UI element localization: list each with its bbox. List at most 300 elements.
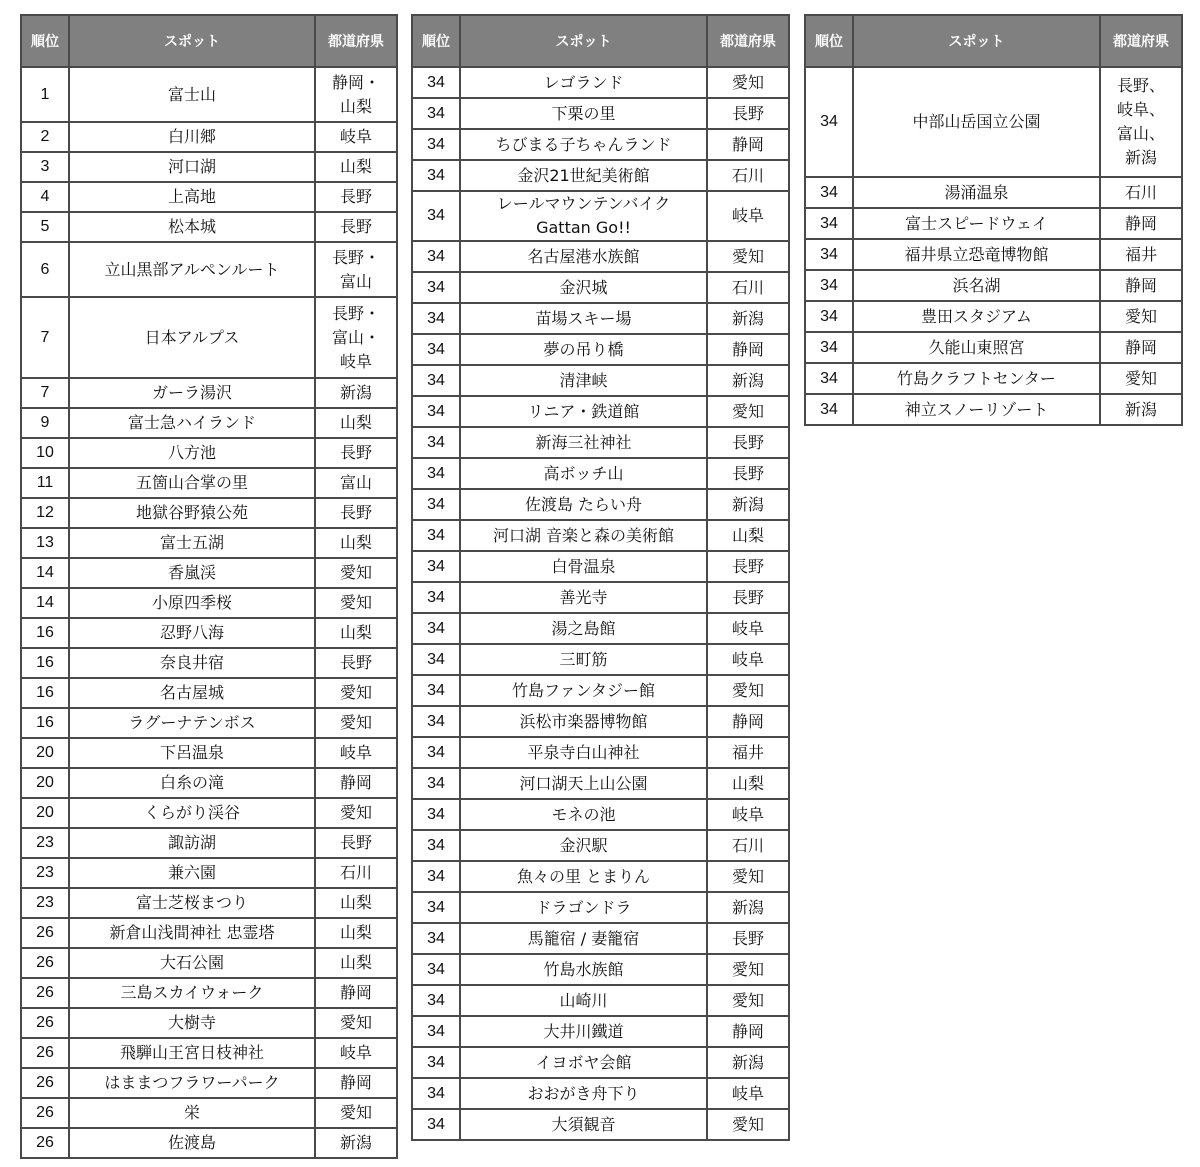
prefecture-cell: 長野 [707, 98, 789, 129]
spot-cell: ドラゴンドラ [460, 892, 707, 923]
spot-cell: 竹島水族館 [460, 954, 707, 985]
rank-cell: 34 [805, 301, 853, 332]
spot-cell: 名古屋港水族館 [460, 241, 707, 272]
rank-cell: 16 [21, 678, 69, 708]
table-row [412, 799, 789, 830]
prefecture-cell: 静岡 [315, 978, 397, 1008]
prefecture-cell: 岐阜 [707, 1078, 789, 1109]
table-row [21, 378, 397, 408]
rank-cell: 34 [805, 363, 853, 394]
spot-cell: 諏訪湖 [69, 828, 315, 858]
rank-cell: 34 [805, 67, 853, 177]
rank-cell: 26 [21, 1038, 69, 1068]
rank-cell: 7 [21, 378, 69, 408]
spot-cell: 富士スピードウェイ [853, 208, 1100, 239]
table-row [412, 520, 789, 551]
prefecture-cell: 静岡 [1100, 208, 1182, 239]
table-row [805, 177, 1182, 208]
spot-cell: 白骨温泉 [460, 551, 707, 582]
rank-cell: 3 [21, 152, 69, 182]
prefecture-cell: 静岡 [707, 1016, 789, 1047]
rank-cell: 23 [21, 888, 69, 918]
table-row [21, 678, 397, 708]
spot-cell: 平泉寺白山神社 [460, 737, 707, 768]
prefecture-cell: 愛知 [707, 954, 789, 985]
table-row [805, 270, 1182, 301]
spot-cell: 浜名湖 [853, 270, 1100, 301]
table-row [21, 182, 397, 212]
prefecture-cell: 愛知 [315, 558, 397, 588]
rank-cell: 9 [21, 408, 69, 438]
table-row [21, 768, 397, 798]
prefecture-cell: 山梨 [315, 408, 397, 438]
prefecture-cell: 岐阜 [315, 122, 397, 152]
prefecture-cell: 静岡 [707, 706, 789, 737]
table-row [412, 1109, 789, 1140]
rank-cell: 7 [21, 297, 69, 378]
prefecture-cell: 愛知 [707, 67, 789, 98]
prefecture-cell: 静岡 [1100, 332, 1182, 363]
prefecture-cell: 愛知 [707, 396, 789, 427]
rank-cell: 34 [412, 1047, 460, 1078]
spot-cell: 福井県立恐竜博物館 [853, 239, 1100, 270]
rank-cell: 20 [21, 768, 69, 798]
rank-cell: 34 [412, 861, 460, 892]
prefecture-cell: 新潟 [315, 378, 397, 408]
spot-cell: 河口湖 [69, 152, 315, 182]
table-header-row [805, 15, 1182, 67]
spot-cell: モネの池 [460, 799, 707, 830]
table-row [805, 208, 1182, 239]
rank-cell: 34 [412, 830, 460, 861]
rank-cell: 34 [412, 954, 460, 985]
table-row [805, 363, 1182, 394]
prefecture-cell: 愛知 [707, 675, 789, 706]
rank-cell: 34 [412, 985, 460, 1016]
spot-cell: 奈良井宿 [69, 648, 315, 678]
spot-cell: 山崎川 [460, 985, 707, 1016]
spot-cell: 富士芝桜まつり [69, 888, 315, 918]
table-row [21, 498, 397, 528]
spot-cell: 善光寺 [460, 582, 707, 613]
spot-cell: 富士五湖 [69, 528, 315, 558]
rank-cell: 34 [412, 458, 460, 489]
table-row [805, 332, 1182, 363]
table-row [21, 152, 397, 182]
rank-cell: 34 [412, 923, 460, 954]
table-row [412, 892, 789, 923]
header-spot: スポット [853, 15, 1100, 67]
table-row [412, 582, 789, 613]
header-rank: 順位 [412, 15, 460, 67]
prefecture-cell: 長野・ 富山 [315, 242, 397, 297]
rank-cell: 16 [21, 708, 69, 738]
table-row [412, 98, 789, 129]
spot-cell: 富士山 [69, 67, 315, 122]
prefecture-cell: 静岡・ 山梨 [315, 67, 397, 122]
rank-cell: 34 [412, 768, 460, 799]
prefecture-cell: 新潟 [707, 1047, 789, 1078]
prefecture-cell: 長野 [315, 498, 397, 528]
rank-cell: 34 [412, 520, 460, 551]
rank-cell: 34 [412, 98, 460, 129]
prefecture-cell: 静岡 [315, 768, 397, 798]
rank-cell: 34 [805, 177, 853, 208]
prefecture-cell: 愛知 [1100, 363, 1182, 394]
rank-cell: 23 [21, 828, 69, 858]
prefecture-cell: 新潟 [1100, 394, 1182, 425]
spot-cell: 下呂温泉 [69, 738, 315, 768]
rank-cell: 34 [412, 334, 460, 365]
spot-cell: リニア・鉄道館 [460, 396, 707, 427]
table-row [21, 828, 397, 858]
rank-cell: 12 [21, 498, 69, 528]
rank-cell: 34 [412, 67, 460, 98]
spot-cell: 佐渡島 たらい舟 [460, 489, 707, 520]
spot-cell: 香嵐渓 [69, 558, 315, 588]
rank-cell: 26 [21, 948, 69, 978]
table-row [412, 644, 789, 675]
prefecture-cell: 山梨 [315, 918, 397, 948]
spot-cell: 久能山東照宮 [853, 332, 1100, 363]
spot-cell: くらがり渓谷 [69, 798, 315, 828]
prefecture-cell: 長野 [315, 438, 397, 468]
rank-cell: 34 [412, 427, 460, 458]
spot-cell: 三島スカイウォーク [69, 978, 315, 1008]
spot-cell: 飛騨山王宮日枝神社 [69, 1038, 315, 1068]
header-rank: 順位 [805, 15, 853, 67]
spot-cell: ちびまる子ちゃんランド [460, 129, 707, 160]
prefecture-cell: 静岡 [707, 334, 789, 365]
spot-cell: 地獄谷野猿公苑 [69, 498, 315, 528]
table-row [805, 301, 1182, 332]
table-row [412, 923, 789, 954]
prefecture-cell: 愛知 [707, 1109, 789, 1140]
prefecture-cell: 新潟 [707, 892, 789, 923]
header-rank: 順位 [21, 15, 69, 67]
spot-cell: 清津峡 [460, 365, 707, 396]
table-row [412, 427, 789, 458]
table-row [21, 798, 397, 828]
table-row [805, 394, 1182, 425]
rank-cell: 20 [21, 738, 69, 768]
prefecture-cell: 静岡 [315, 1068, 397, 1098]
table-row [412, 396, 789, 427]
table-row [805, 239, 1182, 270]
prefecture-cell: 愛知 [1100, 301, 1182, 332]
prefecture-cell: 新潟 [707, 303, 789, 334]
prefecture-cell: 岐阜 [315, 1038, 397, 1068]
ranking-table-1 [20, 14, 398, 1159]
table-row [21, 948, 397, 978]
table-row [21, 648, 397, 678]
table-row [412, 613, 789, 644]
table-row [412, 1078, 789, 1109]
spot-cell: 三町筋 [460, 644, 707, 675]
table-row [21, 558, 397, 588]
rank-cell: 34 [805, 394, 853, 425]
table-row [412, 272, 789, 303]
spot-cell: 白糸の滝 [69, 768, 315, 798]
spot-cell: 大須観音 [460, 1109, 707, 1140]
table-row [412, 191, 789, 241]
spot-cell: 忍野八海 [69, 618, 315, 648]
ranking-table-3 [804, 14, 1183, 426]
rank-cell: 34 [412, 191, 460, 241]
spot-cell: レゴランド [460, 67, 707, 98]
prefecture-cell: 静岡 [1100, 270, 1182, 301]
prefecture-cell: 山梨 [315, 528, 397, 558]
rank-cell: 34 [412, 396, 460, 427]
rank-cell: 34 [412, 551, 460, 582]
table-row [21, 888, 397, 918]
rank-cell: 34 [412, 160, 460, 191]
table-row [21, 468, 397, 498]
table-row [21, 1098, 397, 1128]
rank-cell: 34 [412, 1078, 460, 1109]
prefecture-cell: 新潟 [315, 1128, 397, 1158]
prefecture-cell: 山梨 [315, 152, 397, 182]
spot-cell: 湯之島館 [460, 613, 707, 644]
spot-cell: 富士急ハイランド [69, 408, 315, 438]
prefecture-cell: 山梨 [315, 948, 397, 978]
rank-cell: 34 [412, 675, 460, 706]
spot-cell: 夢の吊り橋 [460, 334, 707, 365]
table-row [21, 738, 397, 768]
table-row [805, 67, 1182, 177]
rank-cell: 16 [21, 618, 69, 648]
table-row [412, 1016, 789, 1047]
table-row [21, 408, 397, 438]
spot-cell: 佐渡島 [69, 1128, 315, 1158]
table-row [21, 528, 397, 558]
table-row [412, 241, 789, 272]
table-row [412, 1047, 789, 1078]
prefecture-cell: 長野、 岐阜、 富山、 新潟 [1100, 67, 1182, 177]
rank-cell: 34 [805, 332, 853, 363]
rank-cell: 26 [21, 1098, 69, 1128]
spot-cell: 中部山岳国立公園 [853, 67, 1100, 177]
prefecture-cell: 新潟 [707, 489, 789, 520]
prefecture-cell: 石川 [315, 858, 397, 888]
rank-cell: 34 [805, 239, 853, 270]
rank-cell: 34 [412, 489, 460, 520]
rank-cell: 34 [412, 241, 460, 272]
prefecture-cell: 岐阜 [707, 613, 789, 644]
spot-cell: 豊田スタジアム [853, 301, 1100, 332]
rank-cell: 10 [21, 438, 69, 468]
spot-cell: 湯涌温泉 [853, 177, 1100, 208]
ranking-table-2 [411, 14, 790, 1141]
rank-cell: 34 [412, 303, 460, 334]
table-row [412, 675, 789, 706]
rank-cell: 2 [21, 122, 69, 152]
table-row [21, 67, 397, 122]
prefecture-cell: 愛知 [315, 708, 397, 738]
table-row [412, 129, 789, 160]
spot-cell: 浜松市楽器博物館 [460, 706, 707, 737]
spot-cell: 大樹寺 [69, 1008, 315, 1038]
rank-cell: 5 [21, 212, 69, 242]
table-row [21, 588, 397, 618]
spot-cell: 河口湖 音楽と森の美術館 [460, 520, 707, 551]
rank-cell: 26 [21, 1128, 69, 1158]
table-row [412, 737, 789, 768]
spot-cell: 金沢21世紀美術館 [460, 160, 707, 191]
spot-cell: 神立スノーリゾート [853, 394, 1100, 425]
rank-cell: 14 [21, 588, 69, 618]
table-row [412, 303, 789, 334]
rank-cell: 26 [21, 978, 69, 1008]
prefecture-cell: 愛知 [315, 588, 397, 618]
spot-cell: 魚々の里 とまりん [460, 861, 707, 892]
spot-cell: 立山黒部アルペンルート [69, 242, 315, 297]
rank-cell: 34 [412, 737, 460, 768]
spot-cell: 大井川鐵道 [460, 1016, 707, 1047]
spot-cell: 新倉山浅間神社 忠霊塔 [69, 918, 315, 948]
spot-cell: 名古屋城 [69, 678, 315, 708]
table-row [21, 297, 397, 378]
table-row [21, 918, 397, 948]
table-row [21, 708, 397, 738]
prefecture-cell: 愛知 [315, 678, 397, 708]
rank-cell: 6 [21, 242, 69, 297]
table-row [412, 67, 789, 98]
table-row [21, 978, 397, 1008]
table-row [21, 242, 397, 297]
prefecture-cell: 長野 [315, 212, 397, 242]
spot-cell: 苗場スキー場 [460, 303, 707, 334]
table-row [21, 122, 397, 152]
table-row [21, 858, 397, 888]
prefecture-cell: 岐阜 [707, 644, 789, 675]
table-header-row [21, 15, 397, 67]
table-row [21, 1038, 397, 1068]
spot-cell: イヨボヤ会館 [460, 1047, 707, 1078]
spot-cell: 白川郷 [69, 122, 315, 152]
header-spot: スポット [69, 15, 315, 67]
rank-cell: 4 [21, 182, 69, 212]
spot-cell: 高ボッチ山 [460, 458, 707, 489]
rank-cell: 34 [412, 613, 460, 644]
rank-cell: 23 [21, 858, 69, 888]
header-prefecture: 都道府県 [707, 15, 789, 67]
rank-cell: 34 [412, 1109, 460, 1140]
header-prefecture: 都道府県 [1100, 15, 1182, 67]
prefecture-cell: 福井 [1100, 239, 1182, 270]
table-row [412, 954, 789, 985]
prefecture-cell: 山梨 [315, 888, 397, 918]
prefecture-cell: 石川 [707, 272, 789, 303]
prefecture-cell: 岐阜 [707, 191, 789, 241]
table-row [412, 830, 789, 861]
rank-cell: 34 [805, 208, 853, 239]
prefecture-cell: 新潟 [707, 365, 789, 396]
prefecture-cell: 岐阜 [707, 799, 789, 830]
rank-cell: 16 [21, 648, 69, 678]
table-row [21, 1068, 397, 1098]
prefecture-cell: 長野 [707, 923, 789, 954]
table-row [412, 365, 789, 396]
rank-cell: 34 [412, 582, 460, 613]
prefecture-cell: 長野 [707, 458, 789, 489]
spot-cell: 小原四季桜 [69, 588, 315, 618]
prefecture-cell: 山梨 [707, 520, 789, 551]
table-row [21, 1128, 397, 1158]
rank-cell: 34 [412, 706, 460, 737]
prefecture-cell: 岐阜 [315, 738, 397, 768]
prefecture-cell: 愛知 [315, 798, 397, 828]
table-row [412, 985, 789, 1016]
prefecture-cell: 山梨 [315, 618, 397, 648]
prefecture-cell: 長野 [707, 582, 789, 613]
rank-cell: 34 [805, 270, 853, 301]
rank-cell: 20 [21, 798, 69, 828]
table-row [412, 551, 789, 582]
spot-cell: 大石公園 [69, 948, 315, 978]
table-row [412, 334, 789, 365]
spot-cell: 河口湖天上山公園 [460, 768, 707, 799]
rank-cell: 34 [412, 799, 460, 830]
prefecture-cell: 愛知 [315, 1008, 397, 1038]
prefecture-cell: 山梨 [707, 768, 789, 799]
rank-cell: 34 [412, 365, 460, 396]
prefecture-cell: 長野 [707, 427, 789, 458]
rank-cell: 34 [412, 644, 460, 675]
spot-cell: 竹島クラフトセンター [853, 363, 1100, 394]
spot-cell: 八方池 [69, 438, 315, 468]
spot-cell: 五箇山合掌の里 [69, 468, 315, 498]
prefecture-cell: 福井 [707, 737, 789, 768]
prefecture-cell: 長野 [315, 648, 397, 678]
prefecture-cell: 長野 [315, 828, 397, 858]
table-row [412, 489, 789, 520]
table-row [412, 458, 789, 489]
spot-cell: 馬籠宿 / 妻籠宿 [460, 923, 707, 954]
header-spot: スポット [460, 15, 707, 67]
prefecture-cell: 長野・ 富山・ 岐阜 [315, 297, 397, 378]
table-row [21, 438, 397, 468]
prefecture-cell: 石川 [707, 160, 789, 191]
table-row [412, 706, 789, 737]
table-row [21, 1008, 397, 1038]
spot-cell: 金沢城 [460, 272, 707, 303]
spot-cell: 松本城 [69, 212, 315, 242]
prefecture-cell: 静岡 [707, 129, 789, 160]
spot-cell: 金沢駅 [460, 830, 707, 861]
spot-cell: 栄 [69, 1098, 315, 1128]
spot-cell: はままつフラワーパーク [69, 1068, 315, 1098]
table-row [412, 861, 789, 892]
spot-cell: おおがき舟下り [460, 1078, 707, 1109]
rank-cell: 26 [21, 1008, 69, 1038]
spot-cell: 兼六園 [69, 858, 315, 888]
rank-cell: 11 [21, 468, 69, 498]
prefecture-cell: 長野 [707, 551, 789, 582]
spot-cell: 上高地 [69, 182, 315, 212]
prefecture-cell: 愛知 [315, 1098, 397, 1128]
rank-cell: 34 [412, 892, 460, 923]
prefecture-cell: 石川 [707, 830, 789, 861]
spot-cell: 新海三社神社 [460, 427, 707, 458]
rank-cell: 13 [21, 528, 69, 558]
table-row [412, 768, 789, 799]
spot-cell: 下栗の里 [460, 98, 707, 129]
prefecture-cell: 愛知 [707, 985, 789, 1016]
rank-cell: 34 [412, 129, 460, 160]
prefecture-cell: 愛知 [707, 861, 789, 892]
prefecture-cell: 富山 [315, 468, 397, 498]
